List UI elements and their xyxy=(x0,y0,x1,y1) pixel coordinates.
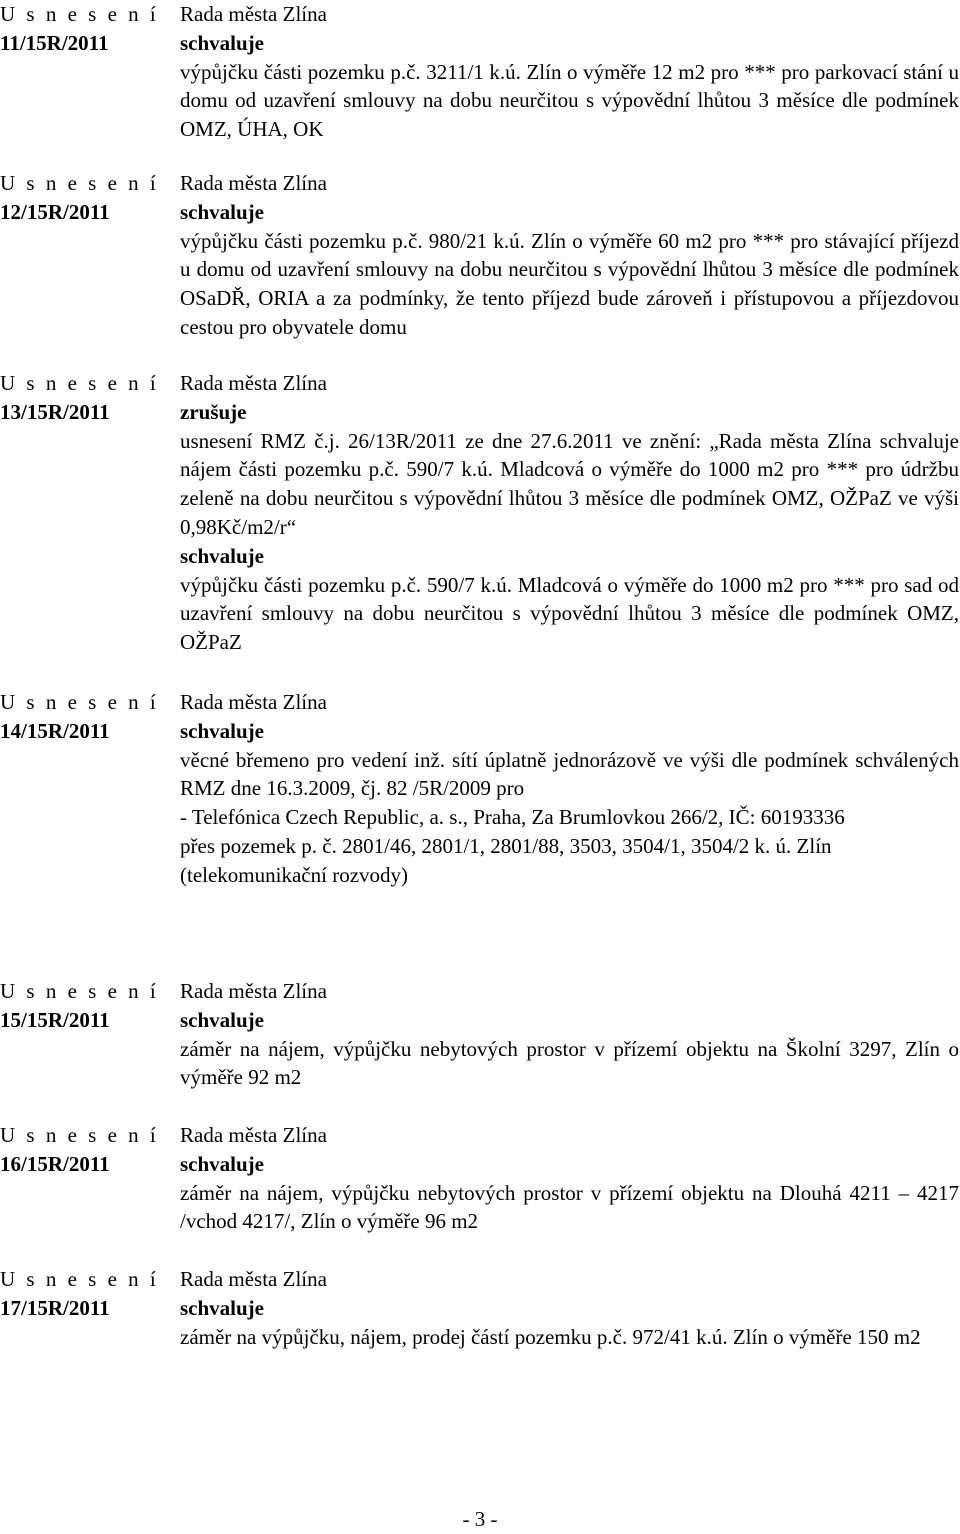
resolution-text: věcné břemeno pro vedení inž. sítí úplatně jednorázově ve výši dle podmínek schválených RMZ dne 16.3.2009, čj. 82 /5R/2009 pro xyxy=(180,747,959,801)
resolution-word: U s n e s e n í xyxy=(0,171,159,195)
resolution-word: U s n e s e n í xyxy=(0,2,159,26)
resolution-word: U s n e s e n í xyxy=(0,690,159,714)
resolution-label xyxy=(0,688,170,746)
resolution-body xyxy=(180,977,959,1092)
resolution-label xyxy=(0,169,170,227)
resolution-number: 13/15R/2011 xyxy=(0,399,110,424)
resolution-verb: zrušuje xyxy=(180,399,247,424)
page-number: - 3 - xyxy=(462,1507,498,1531)
beneficiary: - Telefónica Czech Republic, a. s., Praha, Za Brumlovkou 266/2, IČ: 60193336 xyxy=(180,805,845,830)
purpose-note: (telekomunikační rozvody) xyxy=(180,862,409,887)
resolution-number: 12/15R/2011 xyxy=(0,199,110,224)
resolution-text: výpůjčku části pozemku p.č. 3211/1 k.ú. Zlín o výměře 12 m2 pro *** pro parkovací stání u domu od uzavření smlouvy na dobu neurčitou s výpovědní lhůtou 3 měsíce dle podmínek OMZ, ÚHA, OK xyxy=(180,59,959,142)
resolution-label xyxy=(0,369,170,427)
resolution-text: záměr na nájem, výpůjčku nebytových prostor v přízemí objektu na Dlouhá 4211 – 4217 /vchod 4217/, Zlín o výměře 96 m2 xyxy=(180,1180,959,1234)
resolution-number: 16/15R/2011 xyxy=(0,1151,110,1176)
resolution-text-secondary: výpůjčku části pozemku p.č. 590/7 k.ú. Mladcová o výměře do 1000 m2 pro *** pro sad od uzavření smlouvy na dobu neurčitou s výpovědní lhůtou 3 měsíce dle podmínek OMZ, OŽPaZ xyxy=(180,572,959,655)
resolution-verb: schvaluje xyxy=(180,30,264,55)
resolution-text: záměr na nájem, výpůjčku nebytových prostor v přízemí objektu na Školní 3297, Zlín o výměře 92 m2 xyxy=(180,1036,959,1090)
resolution-word: U s n e s e n í xyxy=(0,1267,159,1291)
resolution-word: U s n e s e n í xyxy=(0,979,159,1003)
resolution-number: 11/15R/2011 xyxy=(0,30,109,55)
council-name: Rada města Zlína xyxy=(180,690,327,714)
resolution-body xyxy=(180,688,959,890)
resolution-number: 17/15R/2011 xyxy=(0,1295,110,1320)
resolution-body xyxy=(180,369,959,657)
resolution-label xyxy=(0,0,170,58)
council-name: Rada města Zlína xyxy=(180,2,327,26)
resolution-number: 15/15R/2011 xyxy=(0,1007,110,1032)
resolution-label xyxy=(0,1265,170,1323)
resolution-word: U s n e s e n í xyxy=(0,1123,159,1147)
council-name: Rada města Zlína xyxy=(180,1123,327,1147)
resolution-text: usnesení RMZ č.j. 26/13R/2011 ze dne 27.6.2011 ve znění: „Rada města Zlína schvaluje nájem části pozemku p.č. 590/7 k.ú. Mladcová o výměře do 1000 m2 pro *** pro údržbu zeleně na dobu neurčitou s výpovědní lhůtou 3 měsíce dle podmínek OMZ, OŽPaZ ve výši 0,98Kč/m2/r“ xyxy=(180,428,959,539)
resolution-verb: schvaluje xyxy=(180,199,264,224)
resolution-text: výpůjčku části pozemku p.č. 980/21 k.ú. Zlín o výměře 60 m2 pro *** pro stávající příjezd u domu od uzavření smlouvy na dobu neurčitou s výpovědní lhůtou 3 měsíce dle podmínek OSaDŘ, ORIA a za podmínky, že tento příjezd bude zároveň i přístupovou a příjezdovou cestou pro obyvatele domu xyxy=(180,228,959,339)
resolution-body xyxy=(180,1121,959,1236)
resolution-verb: schvaluje xyxy=(180,1295,264,1320)
council-name: Rada města Zlína xyxy=(180,979,327,1003)
resolution-body xyxy=(180,169,959,342)
resolution-verb: schvaluje xyxy=(180,718,264,743)
council-name: Rada města Zlína xyxy=(180,371,327,395)
resolution-verb: schvaluje xyxy=(180,1151,264,1176)
resolution-number: 14/15R/2011 xyxy=(0,718,110,743)
resolution-text: záměr na výpůjčku, nájem, prodej částí pozemku p.č. 972/41 k.ú. Zlín o výměře 150 m2 xyxy=(180,1324,921,1349)
parcel-list: přes pozemek p. č. 2801/46, 2801/1, 2801/88, 3503, 3504/1, 3504/2 k. ú. Zlín xyxy=(180,833,832,858)
council-name: Rada města Zlína xyxy=(180,1267,327,1291)
resolution-label xyxy=(0,977,170,1035)
resolution-verb-secondary: schvaluje xyxy=(180,543,264,568)
resolution-verb: schvaluje xyxy=(180,1007,264,1032)
resolution-word: U s n e s e n í xyxy=(0,371,159,395)
resolution-body xyxy=(180,1265,959,1351)
resolution-label xyxy=(0,1121,170,1179)
resolution-body xyxy=(180,0,959,144)
council-name: Rada města Zlína xyxy=(180,171,327,195)
